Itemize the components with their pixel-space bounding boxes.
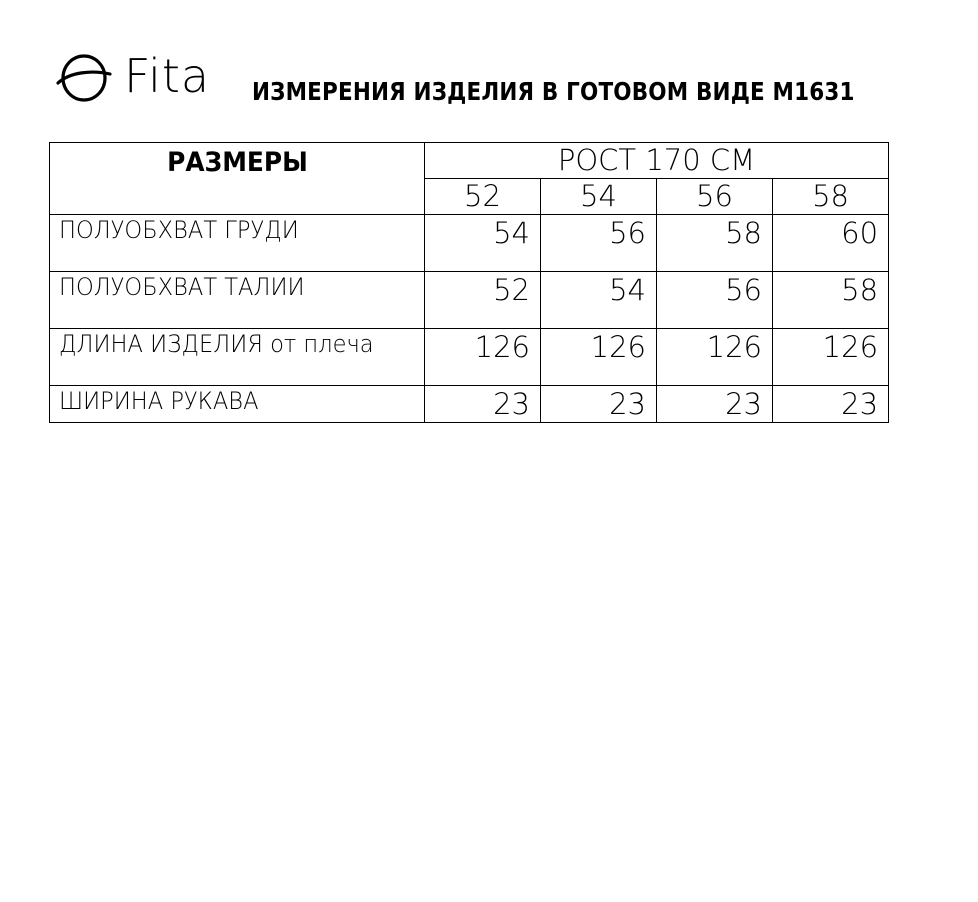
table-row: [50, 329, 889, 386]
measurement-value: 126: [657, 329, 773, 386]
measurement-value: 54: [425, 215, 541, 272]
measurement-value: 23: [425, 386, 541, 423]
size-header: 58: [773, 179, 889, 215]
table-row: [50, 215, 889, 272]
brand-name: Fita: [124, 49, 211, 103]
size-header: 54: [541, 179, 657, 215]
measurement-value: 126: [425, 329, 541, 386]
measurement-value: 58: [773, 272, 889, 329]
size-header: 52: [425, 179, 541, 215]
measurement-value: 23: [773, 386, 889, 423]
measurement-value: 56: [541, 215, 657, 272]
table-row: [50, 386, 889, 423]
document-title: ИЗМЕРЕНИЯ ИЗДЕЛИЯ В ГОТОВОМ ВИДЕ М1631: [252, 77, 855, 106]
measurement-value: 23: [541, 386, 657, 423]
measurement-value: 54: [541, 272, 657, 329]
height-header-cell: РОСТ 170 СМ: [425, 143, 889, 179]
measurement-label: ШИРИНА РУКАВА: [50, 386, 425, 423]
measurement-value: 126: [541, 329, 657, 386]
measurement-label: ДЛИНА ИЗДЕЛИЯ от плеча: [50, 329, 425, 386]
measurement-value: 60: [773, 215, 889, 272]
size-chart-table: [49, 142, 889, 423]
measurement-value: 52: [425, 272, 541, 329]
measurement-label: ПОЛУОБХВАТ ТАЛИИ: [50, 272, 425, 329]
table-header-row: [50, 143, 889, 179]
measurement-value: 126: [773, 329, 889, 386]
measurement-label: ПОЛУОБХВАТ ГРУДИ: [50, 215, 425, 272]
table-row: [50, 272, 889, 329]
sizes-header-label: РАЗМЕРЫ: [166, 147, 308, 178]
sizes-header-cell: [50, 143, 425, 215]
theta-logo-icon: [56, 52, 116, 104]
measurement-value: 23: [657, 386, 773, 423]
size-header: 56: [657, 179, 773, 215]
measurement-value: 56: [657, 272, 773, 329]
measurement-value: 58: [657, 215, 773, 272]
brand-logo: [56, 49, 216, 104]
